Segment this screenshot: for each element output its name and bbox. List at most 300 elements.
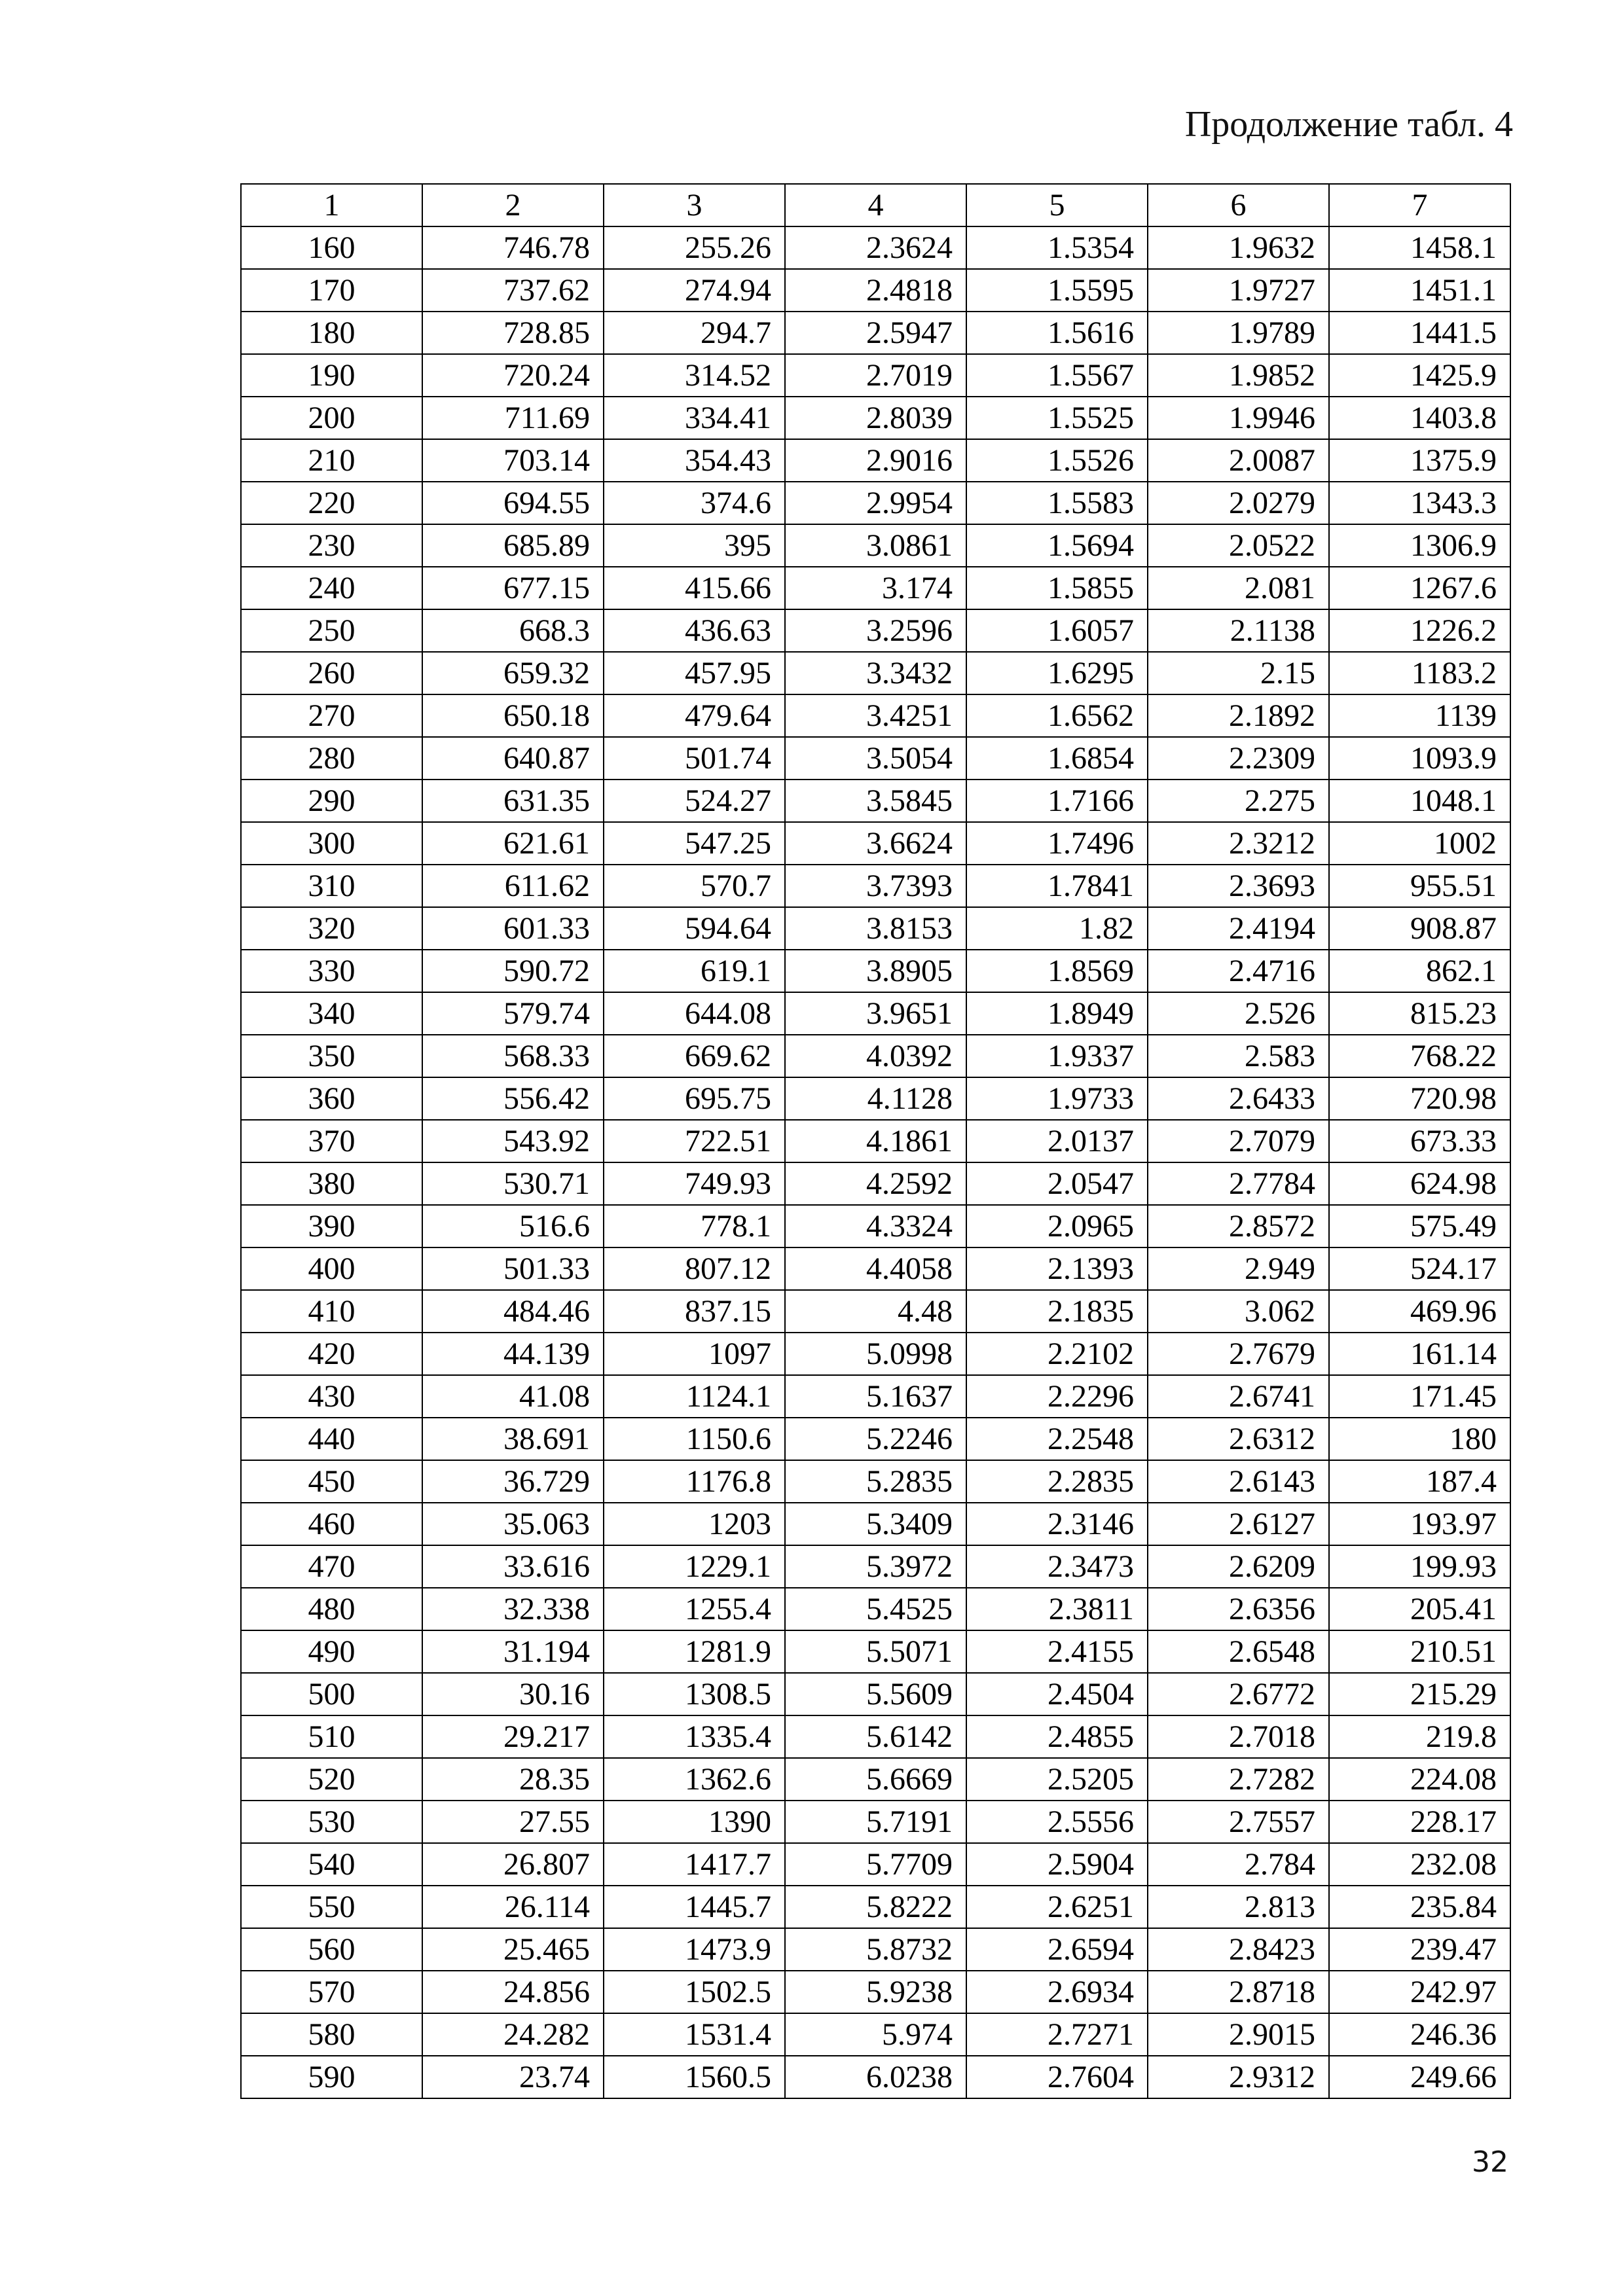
table-cell: 2.9312 <box>1148 2056 1329 2098</box>
table-cell: 2.8718 <box>1148 1971 1329 2013</box>
table-cell: 1097 <box>604 1333 785 1375</box>
table-cell: 35.063 <box>422 1503 604 1545</box>
table-cell: 469.96 <box>1329 1290 1510 1333</box>
table-cell: 2.7784 <box>1148 1162 1329 1205</box>
table-cell: 5.6142 <box>785 1715 966 1758</box>
table-cell: 2.8423 <box>1148 1928 1329 1971</box>
column-header: 1 <box>241 184 422 226</box>
table-cell: 1.9733 <box>966 1077 1148 1120</box>
table-cell: 44.139 <box>422 1333 604 1375</box>
table-cell: 711.69 <box>422 397 604 439</box>
table-cell: 570 <box>241 1971 422 2013</box>
table-cell: 524.27 <box>604 780 785 822</box>
table-cell: 594.64 <box>604 907 785 950</box>
table-cell: 1.5583 <box>966 482 1148 524</box>
table-cell: 500 <box>241 1673 422 1715</box>
table-cell: 5.2835 <box>785 1460 966 1503</box>
table-cell: 270 <box>241 694 422 737</box>
table-row <box>241 482 1510 524</box>
table-cell: 2.3811 <box>966 1588 1148 1630</box>
table-row <box>241 1333 1510 1375</box>
table-cell: 360 <box>241 1077 422 1120</box>
table-cell: 380 <box>241 1162 422 1205</box>
table-cell: 240 <box>241 567 422 609</box>
column-header: 4 <box>785 184 966 226</box>
table-cell: 249.66 <box>1329 2056 1510 2098</box>
table-cell: 242.97 <box>1329 1971 1510 2013</box>
table-cell: 294.7 <box>604 312 785 354</box>
table-cell: 5.8732 <box>785 1928 966 1971</box>
table-cell: 23.74 <box>422 2056 604 2098</box>
data-table <box>240 183 1511 2099</box>
table-row <box>241 1971 1510 2013</box>
table-cell: 530.71 <box>422 1162 604 1205</box>
table-cell: 575.49 <box>1329 1205 1510 1247</box>
table-cell: 1375.9 <box>1329 439 1510 482</box>
table-row <box>241 1418 1510 1460</box>
table-cell: 3.3432 <box>785 652 966 694</box>
table-row <box>241 1503 1510 1545</box>
table-cell: 1441.5 <box>1329 312 1510 354</box>
table-cell: 430 <box>241 1375 422 1418</box>
table-cell: 2.0547 <box>966 1162 1148 1205</box>
table-cell: 1308.5 <box>604 1673 785 1715</box>
table-row <box>241 354 1510 397</box>
table-cell: 722.51 <box>604 1120 785 1162</box>
table-cell: 1403.8 <box>1329 397 1510 439</box>
table-row <box>241 865 1510 907</box>
table-cell: 2.4716 <box>1148 950 1329 992</box>
table-cell: 624.98 <box>1329 1162 1510 1205</box>
table-cell: 2.15 <box>1148 652 1329 694</box>
table-cell: 2.6143 <box>1148 1460 1329 1503</box>
table-cell: 1445.7 <box>604 1886 785 1928</box>
table-cell: 2.3146 <box>966 1503 1148 1545</box>
table-cell: 28.35 <box>422 1758 604 1801</box>
table-cell: 1.7496 <box>966 822 1148 865</box>
table-cell: 560 <box>241 1928 422 1971</box>
table-cell: 2.7557 <box>1148 1801 1329 1843</box>
table-cell: 5.3972 <box>785 1545 966 1588</box>
table-cell: 274.94 <box>604 269 785 312</box>
table-cell: 36.729 <box>422 1460 604 1503</box>
table-cell: 2.8039 <box>785 397 966 439</box>
table-row <box>241 950 1510 992</box>
table-cell: 1281.9 <box>604 1630 785 1673</box>
table-cell: 490 <box>241 1630 422 1673</box>
table-cell: 320 <box>241 907 422 950</box>
table-cell: 4.3324 <box>785 1205 966 1247</box>
table-cell: 3.0861 <box>785 524 966 567</box>
table-cell: 5.6669 <box>785 1758 966 1801</box>
table-cell: 2.1138 <box>1148 609 1329 652</box>
table-row <box>241 524 1510 567</box>
table-cell: 2.2309 <box>1148 737 1329 780</box>
table-cell: 621.61 <box>422 822 604 865</box>
table-cell: 2.3624 <box>785 226 966 269</box>
table-cell: 862.1 <box>1329 950 1510 992</box>
table-cell: 631.35 <box>422 780 604 822</box>
table-cell: 4.1128 <box>785 1077 966 1120</box>
table-cell: 187.4 <box>1329 1460 1510 1503</box>
table-cell: 1458.1 <box>1329 226 1510 269</box>
table-cell: 160 <box>241 226 422 269</box>
table-row <box>241 1375 1510 1418</box>
table-row <box>241 652 1510 694</box>
table-cell: 161.14 <box>1329 1333 1510 1375</box>
table-cell: 955.51 <box>1329 865 1510 907</box>
table-cell: 395 <box>604 524 785 567</box>
table-cell: 837.15 <box>604 1290 785 1333</box>
table-cell: 1226.2 <box>1329 609 1510 652</box>
table-row <box>241 1247 1510 1290</box>
table-cell: 1473.9 <box>604 1928 785 1971</box>
table-cell: 4.48 <box>785 1290 966 1333</box>
table-cell: 484.46 <box>422 1290 604 1333</box>
table-cell: 720.24 <box>422 354 604 397</box>
table-cell: 601.33 <box>422 907 604 950</box>
table-cell: 6.0238 <box>785 2056 966 2098</box>
table-cell: 1093.9 <box>1329 737 1510 780</box>
table-cell: 460 <box>241 1503 422 1545</box>
table-cell: 5.7709 <box>785 1843 966 1886</box>
table-row <box>241 1035 1510 1077</box>
table-cell: 815.23 <box>1329 992 1510 1035</box>
table-cell: 470 <box>241 1545 422 1588</box>
table-cell: 579.74 <box>422 992 604 1035</box>
table-cell: 2.1393 <box>966 1247 1148 1290</box>
table-cell: 543.92 <box>422 1120 604 1162</box>
table-row <box>241 397 1510 439</box>
table-cell: 2.7604 <box>966 2056 1148 2098</box>
table-cell: 2.2296 <box>966 1375 1148 1418</box>
table-cell: 547.25 <box>604 822 785 865</box>
table-cell: 5.5071 <box>785 1630 966 1673</box>
table-cell: 501.74 <box>604 737 785 780</box>
table-cell: 280 <box>241 737 422 780</box>
table-cell: 2.583 <box>1148 1035 1329 1077</box>
table-row <box>241 567 1510 609</box>
table-cell: 580 <box>241 2013 422 2056</box>
table-cell: 1531.4 <box>604 2013 785 2056</box>
table-cell: 33.616 <box>422 1545 604 1588</box>
table-cell: 193.97 <box>1329 1503 1510 1545</box>
table-cell: 5.4525 <box>785 1588 966 1630</box>
table-cell: 210 <box>241 439 422 482</box>
table-cell: 1176.8 <box>604 1460 785 1503</box>
table-row <box>241 1588 1510 1630</box>
table-cell: 228.17 <box>1329 1801 1510 1843</box>
table-cell: 694.55 <box>422 482 604 524</box>
table-cell: 1.9852 <box>1148 354 1329 397</box>
table-cell: 180 <box>241 312 422 354</box>
table-row <box>241 269 1510 312</box>
table-header-row <box>241 184 1510 226</box>
table-cell: 1183.2 <box>1329 652 1510 694</box>
table-cell: 410 <box>241 1290 422 1333</box>
table-cell: 1229.1 <box>604 1545 785 1588</box>
table-cell: 568.33 <box>422 1035 604 1077</box>
table-cell: 4.4058 <box>785 1247 966 1290</box>
table-cell: 668.3 <box>422 609 604 652</box>
table-cell: 644.08 <box>604 992 785 1035</box>
data-table-container <box>240 183 1511 2099</box>
table-cell: 2.6209 <box>1148 1545 1329 1588</box>
table-cell: 2.8572 <box>1148 1205 1329 1247</box>
table-cell: 1.9632 <box>1148 226 1329 269</box>
table-cell: 1150.6 <box>604 1418 785 1460</box>
table-cell: 1.5855 <box>966 567 1148 609</box>
table-row <box>241 780 1510 822</box>
table-cell: 450 <box>241 1460 422 1503</box>
table-cell: 2.6741 <box>1148 1375 1329 1418</box>
table-cell: 32.338 <box>422 1588 604 1630</box>
table-cell: 479.64 <box>604 694 785 737</box>
table-cell: 2.2548 <box>966 1418 1148 1460</box>
table-cell: 530 <box>241 1801 422 1843</box>
table-cell: 232.08 <box>1329 1843 1510 1886</box>
table-cell: 3.2596 <box>785 609 966 652</box>
table-cell: 220 <box>241 482 422 524</box>
table-cell: 2.6127 <box>1148 1503 1329 1545</box>
table-cell: 370 <box>241 1120 422 1162</box>
table-cell: 1362.6 <box>604 1758 785 1801</box>
table-cell: 31.194 <box>422 1630 604 1673</box>
column-header: 6 <box>1148 184 1329 226</box>
table-cell: 2.0137 <box>966 1120 1148 1162</box>
table-cell: 685.89 <box>422 524 604 567</box>
page-number: 32 <box>1472 2145 1508 2179</box>
table-cell: 1306.9 <box>1329 524 1510 567</box>
table-cell: 4.0392 <box>785 1035 966 1077</box>
table-cell: 2.4855 <box>966 1715 1148 1758</box>
table-cell: 1267.6 <box>1329 567 1510 609</box>
table-cell: 1343.3 <box>1329 482 1510 524</box>
table-row <box>241 992 1510 1035</box>
table-cell: 695.75 <box>604 1077 785 1120</box>
table-row <box>241 1758 1510 1801</box>
table-cell: 669.62 <box>604 1035 785 1077</box>
table-cell: 2.7282 <box>1148 1758 1329 1801</box>
table-cell: 314.52 <box>604 354 785 397</box>
table-cell: 205.41 <box>1329 1588 1510 1630</box>
table-cell: 2.949 <box>1148 1247 1329 1290</box>
table-cell: 1.5595 <box>966 269 1148 312</box>
table-cell: 224.08 <box>1329 1758 1510 1801</box>
table-cell: 235.84 <box>1329 1886 1510 1928</box>
column-header: 5 <box>966 184 1148 226</box>
table-cell: 334.41 <box>604 397 785 439</box>
table-row <box>241 1886 1510 1928</box>
table-cell: 650.18 <box>422 694 604 737</box>
table-row <box>241 439 1510 482</box>
table-cell: 1.5616 <box>966 312 1148 354</box>
table-cell: 2.5947 <box>785 312 966 354</box>
table-cell: 2.813 <box>1148 1886 1329 1928</box>
table-cell: 2.2835 <box>966 1460 1148 1503</box>
table-row <box>241 1801 1510 1843</box>
table-cell: 390 <box>241 1205 422 1247</box>
table-cell: 25.465 <box>422 1928 604 1971</box>
table-cell: 5.9238 <box>785 1971 966 2013</box>
table-cell: 3.4251 <box>785 694 966 737</box>
table-cell: 171.45 <box>1329 1375 1510 1418</box>
table-cell: 24.856 <box>422 1971 604 2013</box>
table-row <box>241 2056 1510 2098</box>
table-cell: 556.42 <box>422 1077 604 1120</box>
table-cell: 3.6624 <box>785 822 966 865</box>
table-cell: 778.1 <box>604 1205 785 1247</box>
table-cell: 1.5526 <box>966 439 1148 482</box>
table-cell: 354.43 <box>604 439 785 482</box>
table-cell: 2.1892 <box>1148 694 1329 737</box>
table-cell: 1560.5 <box>604 2056 785 2098</box>
table-cell: 41.08 <box>422 1375 604 1418</box>
table-cell: 550 <box>241 1886 422 1928</box>
table-cell: 516.6 <box>422 1205 604 1247</box>
table-cell: 1.5525 <box>966 397 1148 439</box>
table-cell: 2.3473 <box>966 1545 1148 1588</box>
table-cell: 1451.1 <box>1329 269 1510 312</box>
table-cell: 5.5609 <box>785 1673 966 1715</box>
table-cell: 350 <box>241 1035 422 1077</box>
table-cell: 1.5567 <box>966 354 1148 397</box>
column-header: 2 <box>422 184 604 226</box>
table-row <box>241 1545 1510 1588</box>
table-cell: 30.16 <box>422 1673 604 1715</box>
table-cell: 720.98 <box>1329 1077 1510 1120</box>
table-cell: 2.5904 <box>966 1843 1148 1886</box>
table-cell: 2.9015 <box>1148 2013 1329 2056</box>
table-cell: 768.22 <box>1329 1035 1510 1077</box>
table-cell: 2.6251 <box>966 1886 1148 1928</box>
table-cell: 180 <box>1329 1418 1510 1460</box>
table-continuation-heading: Продолжение табл. 4 <box>1184 104 1513 145</box>
table-row <box>241 1843 1510 1886</box>
table-cell: 1139 <box>1329 694 1510 737</box>
table-cell: 673.33 <box>1329 1120 1510 1162</box>
table-cell: 1390 <box>604 1801 785 1843</box>
table-cell: 2.7271 <box>966 2013 1148 2056</box>
table-cell: 400 <box>241 1247 422 1290</box>
table-cell: 200 <box>241 397 422 439</box>
table-cell: 1048.1 <box>1329 780 1510 822</box>
table-cell: 250 <box>241 609 422 652</box>
table-cell: 2.0522 <box>1148 524 1329 567</box>
table-cell: 2.6934 <box>966 1971 1148 2013</box>
table-cell: 611.62 <box>422 865 604 907</box>
table-cell: 199.93 <box>1329 1545 1510 1588</box>
table-cell: 420 <box>241 1333 422 1375</box>
table-cell: 524.17 <box>1329 1247 1510 1290</box>
table-cell: 2.5205 <box>966 1758 1148 1801</box>
table-cell: 3.8905 <box>785 950 966 992</box>
table-cell: 5.974 <box>785 2013 966 2056</box>
table-cell: 1.5694 <box>966 524 1148 567</box>
table-cell: 300 <box>241 822 422 865</box>
table-cell: 1.5354 <box>966 226 1148 269</box>
table-cell: 24.282 <box>422 2013 604 2056</box>
table-row <box>241 312 1510 354</box>
table-cell: 1255.4 <box>604 1588 785 1630</box>
table-cell: 1.7841 <box>966 865 1148 907</box>
table-cell: 2.526 <box>1148 992 1329 1035</box>
table-cell: 374.6 <box>604 482 785 524</box>
column-header: 7 <box>1329 184 1510 226</box>
table-cell: 330 <box>241 950 422 992</box>
table-cell: 677.15 <box>422 567 604 609</box>
table-cell: 2.4818 <box>785 269 966 312</box>
table-row <box>241 1460 1510 1503</box>
table-cell: 290 <box>241 780 422 822</box>
table-cell: 3.5054 <box>785 737 966 780</box>
table-cell: 2.275 <box>1148 780 1329 822</box>
table-cell: 5.7191 <box>785 1801 966 1843</box>
table-cell: 590.72 <box>422 950 604 992</box>
table-cell: 170 <box>241 269 422 312</box>
table-cell: 480 <box>241 1588 422 1630</box>
table-row <box>241 1290 1510 1333</box>
table-cell: 2.7018 <box>1148 1715 1329 1758</box>
table-cell: 3.9651 <box>785 992 966 1035</box>
table-cell: 510 <box>241 1715 422 1758</box>
table-cell: 246.36 <box>1329 2013 1510 2056</box>
table-cell: 2.1835 <box>966 1290 1148 1333</box>
table-cell: 2.0087 <box>1148 439 1329 482</box>
table-cell: 2.6594 <box>966 1928 1148 1971</box>
table-cell: 415.66 <box>604 567 785 609</box>
table-cell: 2.6433 <box>1148 1077 1329 1120</box>
table-cell: 457.95 <box>604 652 785 694</box>
table-cell: 1203 <box>604 1503 785 1545</box>
table-cell: 1417.7 <box>604 1843 785 1886</box>
table-cell: 1.82 <box>966 907 1148 950</box>
table-cell: 1.8949 <box>966 992 1148 1035</box>
table-cell: 2.9954 <box>785 482 966 524</box>
table-cell: 3.174 <box>785 567 966 609</box>
table-row <box>241 1673 1510 1715</box>
table-cell: 219.8 <box>1329 1715 1510 1758</box>
table-cell: 3.062 <box>1148 1290 1329 1333</box>
table-cell: 2.2102 <box>966 1333 1148 1375</box>
table-cell: 2.6772 <box>1148 1673 1329 1715</box>
table-cell: 2.0965 <box>966 1205 1148 1247</box>
table-cell: 2.3693 <box>1148 865 1329 907</box>
table-cell: 746.78 <box>422 226 604 269</box>
table-cell: 239.47 <box>1329 1928 1510 1971</box>
table-cell: 1.7166 <box>966 780 1148 822</box>
table-cell: 436.63 <box>604 609 785 652</box>
table-cell: 1425.9 <box>1329 354 1510 397</box>
table-row <box>241 1162 1510 1205</box>
table-cell: 2.7019 <box>785 354 966 397</box>
table-cell: 2.9016 <box>785 439 966 482</box>
table-cell: 2.4504 <box>966 1673 1148 1715</box>
table-cell: 540 <box>241 1843 422 1886</box>
table-cell: 190 <box>241 354 422 397</box>
table-cell: 27.55 <box>422 1801 604 1843</box>
table-row <box>241 609 1510 652</box>
table-cell: 2.7079 <box>1148 1120 1329 1162</box>
table-cell: 640.87 <box>422 737 604 780</box>
table-cell: 1335.4 <box>604 1715 785 1758</box>
table-cell: 3.7393 <box>785 865 966 907</box>
table-cell: 590 <box>241 2056 422 2098</box>
table-cell: 26.114 <box>422 1886 604 1928</box>
table-cell: 38.691 <box>422 1418 604 1460</box>
table-cell: 1.6057 <box>966 609 1148 652</box>
table-cell: 1.9946 <box>1148 397 1329 439</box>
